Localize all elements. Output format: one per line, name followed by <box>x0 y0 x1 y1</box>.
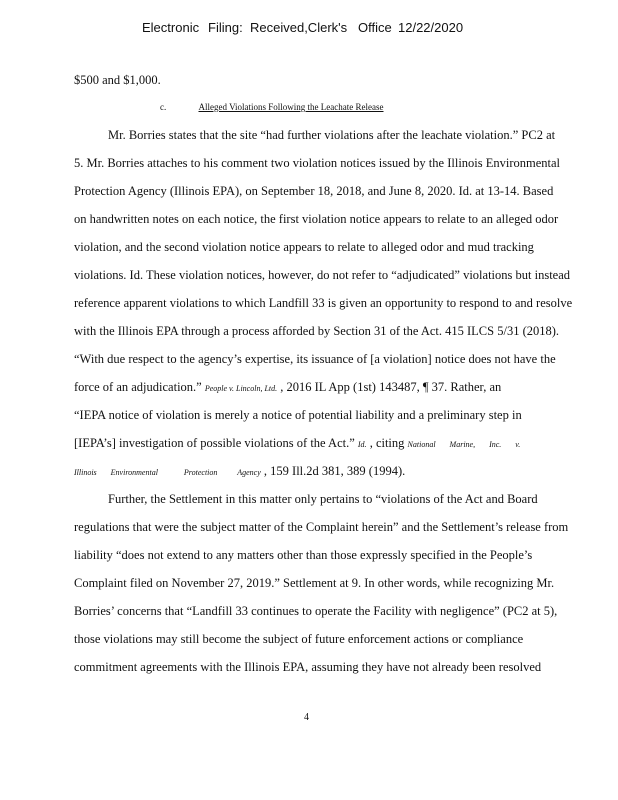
header-office: Office <box>358 20 392 35</box>
subhead-title: Alleged Violations Following the Leachate Release <box>198 102 384 112</box>
paragraph-line: liability “does not extend to any matters other than those expressly specified in the People’s <box>74 548 533 562</box>
section-subheading <box>160 102 384 112</box>
paragraph-line: 5. Mr. Borries attaches to his comment two violation notices issued by the Illinois Environmental <box>74 156 561 170</box>
paragraph-line <box>74 463 405 481</box>
subhead-letter: c. <box>160 102 167 112</box>
paragraph-line: Mr. Borries states that the site “had further violations after the leachate violation.” PC2 at <box>108 128 556 142</box>
text-run: , 2016 IL App (1st) 143487, ¶ 37. Rather, an <box>280 380 502 394</box>
case-citation: National Marine, Inc. v. <box>407 440 521 449</box>
case-citation: Illinois Environmental Protection Agency <box>74 468 261 477</box>
paragraph-line: those violations may still become the subject of future enforcement actions or compliance <box>74 632 524 646</box>
header-electronic: Electronic <box>142 20 200 35</box>
case-citation: People v. Lincoln, Ltd. <box>204 384 278 393</box>
header-date: 12/22/2020 <box>398 20 464 35</box>
intro-line: $500 and $1,000. <box>74 73 161 87</box>
text-run: [IEPA’s] investigation of possible violations of the Act.” <box>74 436 355 450</box>
page-number: 4 <box>304 712 309 723</box>
paragraph-line: with the Illinois EPA through a process afforded by Section 31 of the Act. 415 ILCS 5/31 (2018). <box>74 324 560 338</box>
paragraph-line <box>74 435 520 453</box>
paragraph-line: reference apparent violations to which Landfill 33 is given an opportunity to respond to and resolve <box>74 296 573 310</box>
id-citation: Id. <box>357 440 367 449</box>
paragraph-line: “With due respect to the agency’s expertise, its issuance of [a violation] notice does not have the <box>74 352 556 366</box>
paragraph-line: violations. Id. These violation notices, however, do not refer to “adjudicated” violations but instead <box>74 268 571 282</box>
paragraph-line: violation, and the second violation notice appears to relate to alleged odor and mud tracking <box>74 240 534 254</box>
paragraph-line: on handwritten notes on each notice, the first violation notice appears to relate to an alleged odor <box>74 212 559 226</box>
paragraph-line: commitment agreements with the Illinois EPA, assuming they have not already been resolved <box>74 660 542 674</box>
paragraph-line: Borries’ concerns that “Landfill 33 continues to operate the Facility with negligence” (PC2 at 5), <box>74 604 558 618</box>
paragraph-line: regulations that were the subject matter of the Complaint herein” and the Settlement’s release from <box>74 520 569 534</box>
text-run: , 159 Ill.2d 381, 389 (1994). <box>263 464 406 478</box>
paragraph-line: Complaint filed on November 27, 2019.” Settlement at 9. In other words, while recognizing Mr. <box>74 576 555 590</box>
paragraph-line: Protection Agency (Illinois EPA), on September 18, 2018, and June 8, 2020. Id. at 13-14. Based <box>74 184 554 198</box>
paragraph-line: Further, the Settlement in this matter only pertains to “violations of the Act and Board <box>108 492 538 506</box>
paragraph-line <box>74 379 501 397</box>
text-run: , citing <box>369 436 405 450</box>
header-received: Received,Clerk's <box>250 20 348 35</box>
text-run: force of an adjudication.” <box>74 380 202 394</box>
header-filing: Filing: <box>208 20 243 35</box>
paragraph-line: “IEPA notice of violation is merely a notice of potential liability and a preliminary step in <box>74 408 522 422</box>
